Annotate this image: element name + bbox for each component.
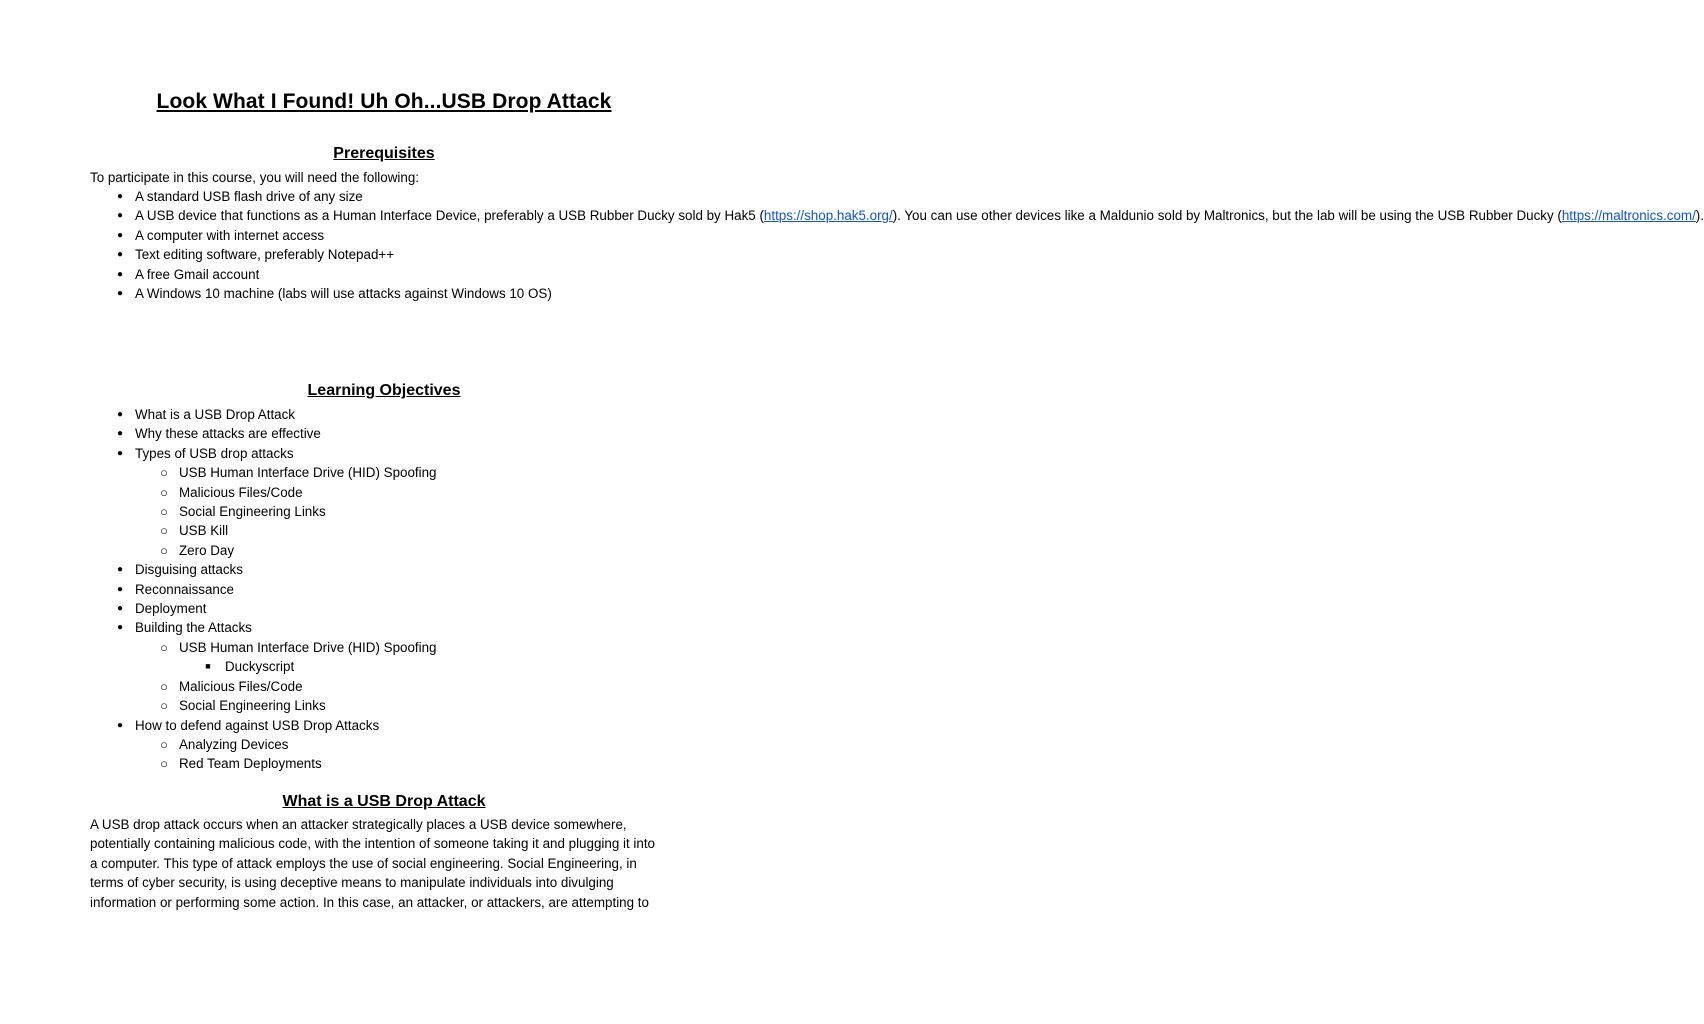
list-item [90, 599, 437, 618]
prerequisites-list [90, 187, 1704, 303]
paragraph-line: terms of cyber security, is using deceptive means to manipulate individuals into divulging [90, 875, 614, 891]
list-item-text: Zero Day [179, 542, 235, 558]
list-item-text: Why these attacks are effective [135, 426, 321, 442]
list-item [90, 424, 437, 443]
list-item-text: Social Engineering Links [179, 698, 326, 714]
list-item-text: Text editing software, preferably Notepad++ [135, 247, 395, 263]
learning-objectives-list [90, 405, 437, 774]
bullet-icon: ○ [160, 523, 168, 539]
list-item [90, 716, 437, 735]
what-is-paragraph [90, 815, 690, 912]
bullet-icon: ● [116, 268, 124, 280]
prerequisites-heading: Prerequisites [333, 145, 435, 162]
list-item-text: Types of USB drop attacks [135, 445, 294, 461]
hak5-link[interactable]: https://shop.hak5.org/ [763, 208, 893, 224]
list-item-text: A free Gmail account [135, 266, 260, 282]
list-item [90, 226, 683, 245]
list-item [90, 735, 437, 754]
list-item-text: ). You can use other devices like a Maldunio sold by Maltronics, but the lab will be using the USB Rubber Ducky ( [892, 208, 1562, 224]
prerequisites-intro: To participate in this course, you will need the following: [90, 170, 419, 185]
list-item [90, 657, 437, 676]
list-item [90, 521, 437, 540]
list-item-text: Deployment [135, 601, 207, 617]
list-item-text: USB Human Interface Drive (HID) Spoofing [179, 465, 437, 481]
list-item-text: A Windows 10 machine (labs will use attacks against Windows 10 OS) [135, 286, 552, 302]
bullet-icon: ○ [160, 756, 168, 772]
list-item [90, 677, 437, 696]
bullet-icon: ● [116, 447, 124, 459]
list-item [90, 245, 683, 264]
maltronics-link[interactable]: https://maltronics.com/ [1561, 208, 1696, 224]
list-item [90, 502, 437, 521]
bullet-icon: ● [116, 583, 124, 595]
bullet-icon: ● [116, 603, 124, 615]
bullet-icon: ● [116, 719, 124, 731]
bullet-icon: ● [116, 622, 124, 634]
list-item [90, 444, 437, 463]
bullet-icon: ● [116, 409, 124, 420]
bullet-icon: ○ [160, 736, 168, 752]
list-item [90, 187, 683, 206]
list-item-text: Malicious Files/Code [179, 678, 303, 694]
list-item-text: Duckyscript [225, 659, 295, 675]
paragraph-line: a computer. This type of attack employs the use of social engineering. Social Engineering, in [90, 855, 637, 871]
list-item [90, 265, 683, 284]
list-item-text: A USB device that functions as a Human Interface Device, preferably a USB Rubber Ducky sold by Hak5 ( [135, 208, 764, 224]
list-item [90, 483, 437, 502]
list-item [90, 284, 683, 303]
bullet-icon: ■ [205, 661, 211, 672]
list-item [90, 754, 437, 773]
list-item-text: Building the Attacks [135, 620, 252, 636]
list-item-text: USB Human Interface Drive (HID) Spoofing [179, 639, 437, 655]
bullet-icon: ○ [160, 504, 168, 520]
bullet-icon: ○ [160, 678, 168, 694]
list-item-text: Malicious Files/Code [179, 484, 303, 500]
bullet-icon: ● [116, 229, 124, 241]
list-item [90, 638, 437, 657]
list-item-text: A standard USB flash drive of any size [135, 189, 363, 204]
list-item-text: Disguising attacks [135, 562, 243, 578]
bullet-icon: ● [116, 564, 124, 576]
bullet-icon: ● [116, 249, 124, 261]
paragraph-line: A USB drop attack occurs when an attacker strategically places a USB device somewhere, [90, 817, 627, 832]
list-item [90, 618, 437, 637]
bullet-icon: ● [116, 210, 124, 222]
list-item-text: How to defend against USB Drop Attacks [135, 717, 380, 733]
list-item-text: Analyzing Devices [179, 736, 289, 752]
list-item-text: Red Team Deployments [179, 756, 322, 772]
list-item-text: USB Kill [179, 523, 229, 539]
list-item [90, 541, 437, 560]
bullet-icon: ○ [160, 639, 168, 655]
list-item [90, 696, 437, 715]
paragraph-line: potentially containing malicious code, with the intention of someone taking it and plugging it into [90, 836, 655, 852]
paragraph-line: information or performing some action. In this case, an attacker, or attackers, are attempting to [90, 894, 649, 910]
bullet-icon: ● [116, 288, 124, 300]
learning-objectives-heading: Learning Objectives [307, 382, 461, 399]
list-item-text: A computer with internet access [135, 227, 325, 243]
bullet-icon: ○ [160, 465, 168, 481]
bullet-icon: ○ [160, 698, 168, 714]
list-item [90, 405, 437, 424]
bullet-icon: ○ [160, 484, 168, 500]
list-item [90, 580, 437, 599]
bullet-icon: ● [116, 191, 124, 202]
list-item-text: Social Engineering Links [179, 504, 326, 520]
bullet-icon: ○ [160, 542, 168, 558]
what-is-heading: What is a USB Drop Attack [282, 793, 486, 810]
document-title: Look What I Found! Uh Oh...USB Drop Attack [156, 90, 612, 113]
list-item [90, 560, 437, 579]
bullet-icon: ● [116, 428, 124, 440]
list-item [90, 463, 437, 482]
list-item-text: Reconnaissance [135, 581, 235, 597]
list-item [90, 206, 1704, 225]
list-item-text: ). [1695, 208, 1704, 224]
list-item-text: What is a USB Drop Attack [135, 407, 296, 422]
